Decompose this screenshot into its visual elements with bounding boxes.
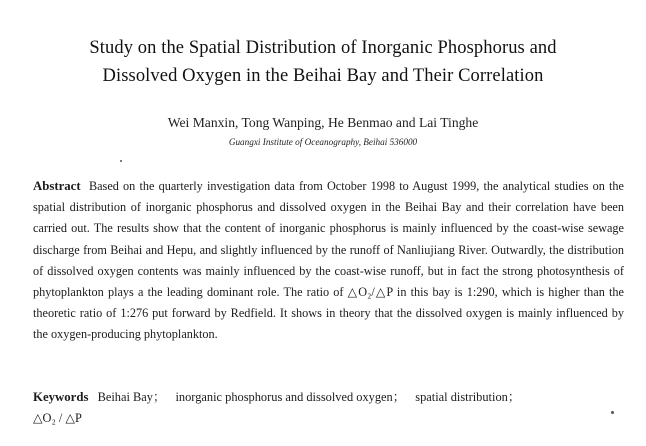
keywords-section xyxy=(33,387,624,429)
scan-speck xyxy=(611,411,614,414)
abstract-text: Based on the quarterly investigation data from October 1998 to August 1999, the analytical studies on the spatial distribution of inorganic phosphorus and dissolved oxygen in the Beihai Bay and their correlation have been carried out. The results show that the content of inorganic phosphorus is mainly influenced by the coast-wise sewage discharge from Beihai and Hepu, and slightly influenced by the runoff of Nanliujiang River. Outwardly, the distribution of dissolved oxygen contents was mainly influenced by the coast-wise runoff, but in fact the strong photosynthesis of phytoplankton plays a the leading dominant role. The ratio of △O₂/△P in this bay is 1:290, which is higher than the theoretic ratio of 1:276 put forward by Redfield. It shows in theory that the dissolved oxygen is mainly influenced by the oxygen-producing phytoplankton. xyxy=(33,179,624,342)
paper-title-line-1: Study on the Spatial Distribution of Inorganic Phosphorus and xyxy=(89,38,557,58)
keyword-item: spatial distribution； xyxy=(415,390,521,404)
author-affiliation: Guangxi Institute of Oceanography, Beihai 536000 xyxy=(228,137,418,147)
keyword-item: inorganic phosphorus and dissolved oxygen； xyxy=(175,390,406,404)
paper-title-line-2: Dissolved Oxygen in the Beihai Bay and Their Correlation xyxy=(102,66,544,86)
abstract-section xyxy=(33,176,624,346)
keyword-item: △O₂ / △P xyxy=(33,411,82,425)
scan-speck xyxy=(120,160,122,162)
abstract-label: Abstract xyxy=(33,179,81,193)
keyword-item: Beihai Bay； xyxy=(97,390,166,404)
keywords-label: Keywords xyxy=(33,390,89,404)
author-list: Wei Manxin, Tong Wanping, He Benmao and Lai Tinghe xyxy=(167,115,479,130)
